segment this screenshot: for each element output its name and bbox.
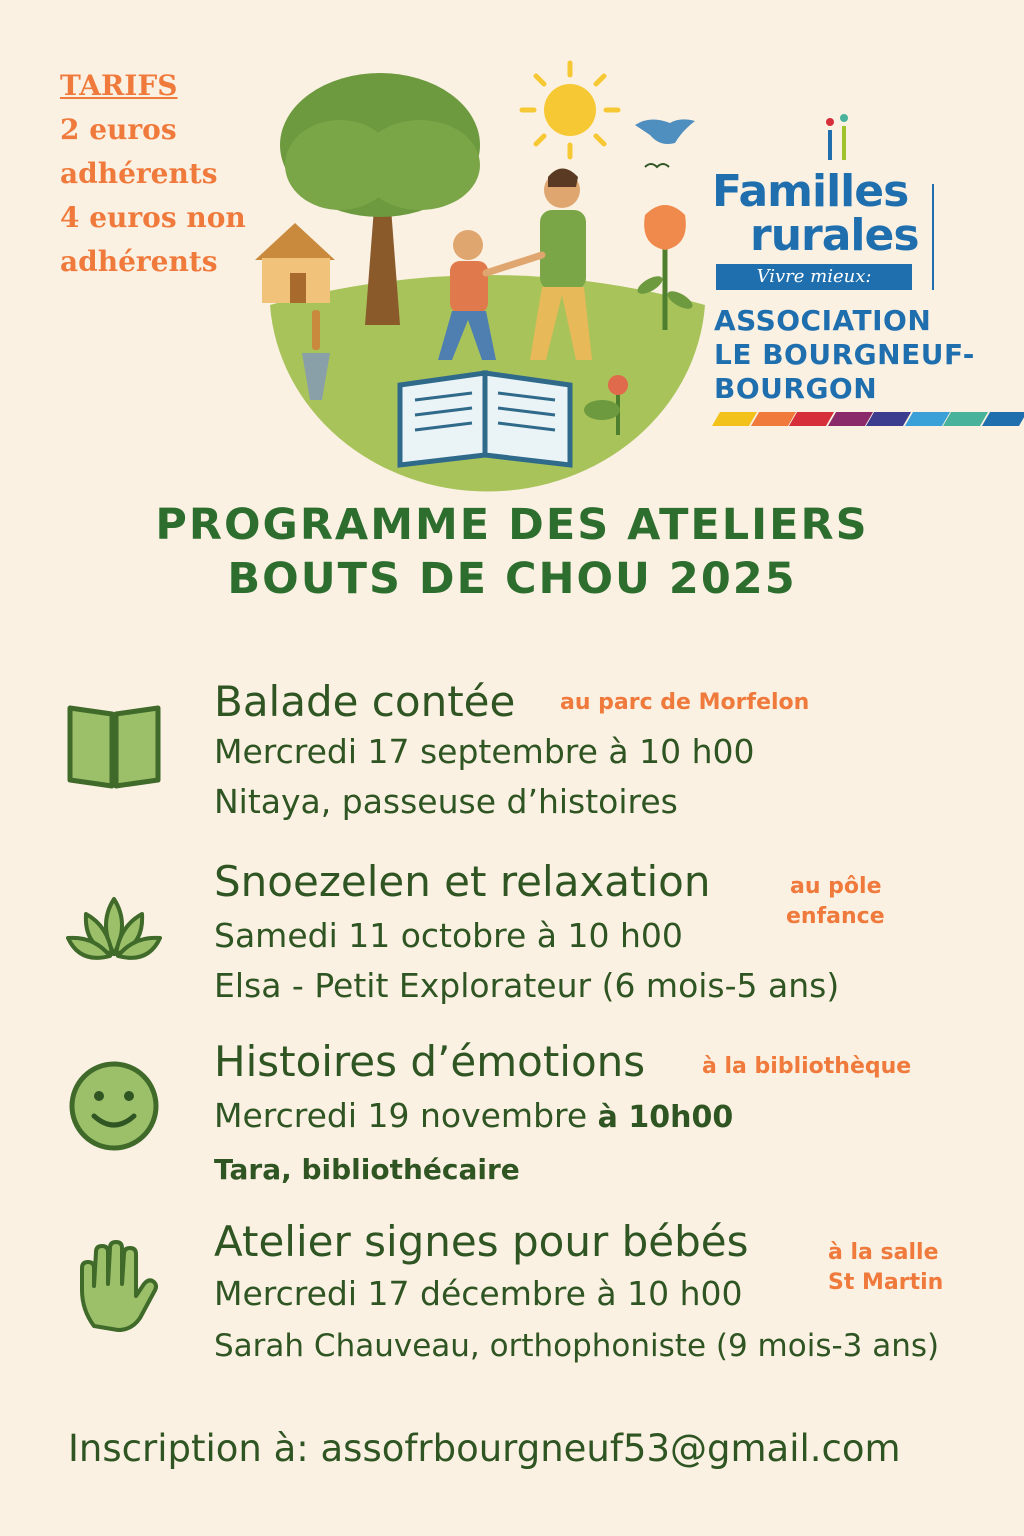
logo-word-rurales: rurales [750, 210, 919, 261]
event-3-date-time: à 10h00 [597, 1100, 734, 1135]
tarifs-line-2: adhérents [60, 157, 218, 190]
inscription-email: Inscription à: assofrbourgneuf53@gmail.com [68, 1427, 901, 1470]
hero-illustration [250, 55, 720, 495]
hand-icon [64, 1238, 164, 1338]
house-icon [255, 223, 335, 303]
event-1-place: au parc de Morfelon [560, 690, 810, 715]
familles-rurales-logo [712, 112, 1024, 432]
event-snoezelen [0, 856, 1024, 1006]
logo-motto: Vivre mieux: [716, 264, 912, 290]
logo-stripe [904, 412, 949, 426]
event-4-date: Mercredi 17 décembre à 10 h00 [214, 1274, 743, 1313]
event-3-title: Histoires d’émotions [214, 1037, 646, 1086]
event-4-title: Atelier signes pour bébés [214, 1217, 749, 1266]
event-histoires-emotions [0, 1036, 1024, 1186]
lotus-icon [64, 884, 164, 984]
title-line-1: PROGRAMME DES ATELIERS [155, 500, 869, 550]
sun-icon [522, 63, 618, 157]
tarifs-line-1: 2 euros [60, 113, 177, 146]
event-4-place-line-2: St Martin [828, 1270, 944, 1295]
association-name [714, 304, 975, 406]
event-2-place-line-2: enfance [786, 904, 885, 929]
logo-stripe [750, 412, 795, 426]
logo-stripe [943, 412, 988, 426]
logo-stripe [866, 412, 911, 426]
page-title [0, 498, 1024, 606]
tarifs-heading: TARIFS [60, 69, 178, 102]
logo-stripe [827, 412, 872, 426]
smiley-icon [64, 1056, 164, 1156]
open-book-illustration [400, 373, 570, 465]
association-line-1: ASSOCIATION [714, 304, 932, 337]
association-line-3: BOURGON [714, 372, 878, 405]
event-balade-contee [0, 676, 1024, 826]
event-2-place-line-1: au pôle [790, 874, 882, 899]
event-3-date-day: Mercredi 19 novembre [214, 1096, 588, 1135]
tarifs-line-3: 4 euros non [60, 201, 246, 234]
event-1-title: Balade contée [214, 677, 516, 726]
tarifs-line-4: adhérents [60, 245, 218, 278]
logo-stripe [981, 412, 1024, 426]
association-line-2: LE BOURGNEUF- [714, 338, 975, 371]
event-2-title: Snoezelen et relaxation [214, 857, 711, 906]
logo-word-familles: Familles [712, 166, 909, 217]
event-4-place-line-1: à la salle [828, 1240, 939, 1265]
logo-stripe [789, 412, 834, 426]
event-4-host: Sarah Chauveau, orthophoniste (9 mois-3 ans) [214, 1328, 940, 1364]
event-1-date: Mercredi 17 septembre à 10 h00 [214, 732, 755, 771]
bird-icon [635, 119, 695, 144]
event-3-place: à la bibliothèque [702, 1054, 912, 1079]
event-3-date [214, 1096, 733, 1138]
tarifs-block [60, 64, 280, 284]
open-book-icon [64, 696, 164, 796]
event-signes-bebes [0, 1216, 1024, 1366]
event-1-host: Nitaya, passeuse d’histoires [214, 782, 678, 821]
event-3-host: Tara, bibliothécaire [214, 1153, 520, 1186]
logo-stripe [712, 412, 757, 426]
event-2-host: Elsa - Petit Explorateur (6 mois-5 ans) [214, 966, 840, 1005]
event-2-date: Samedi 11 octobre à 10 h00 [214, 916, 683, 955]
title-line-2: BOUTS DE CHOU 2025 [227, 554, 797, 604]
logo-divider [932, 184, 934, 290]
logo-figure-icon [816, 112, 856, 162]
logo-color-stripes [716, 412, 1024, 426]
